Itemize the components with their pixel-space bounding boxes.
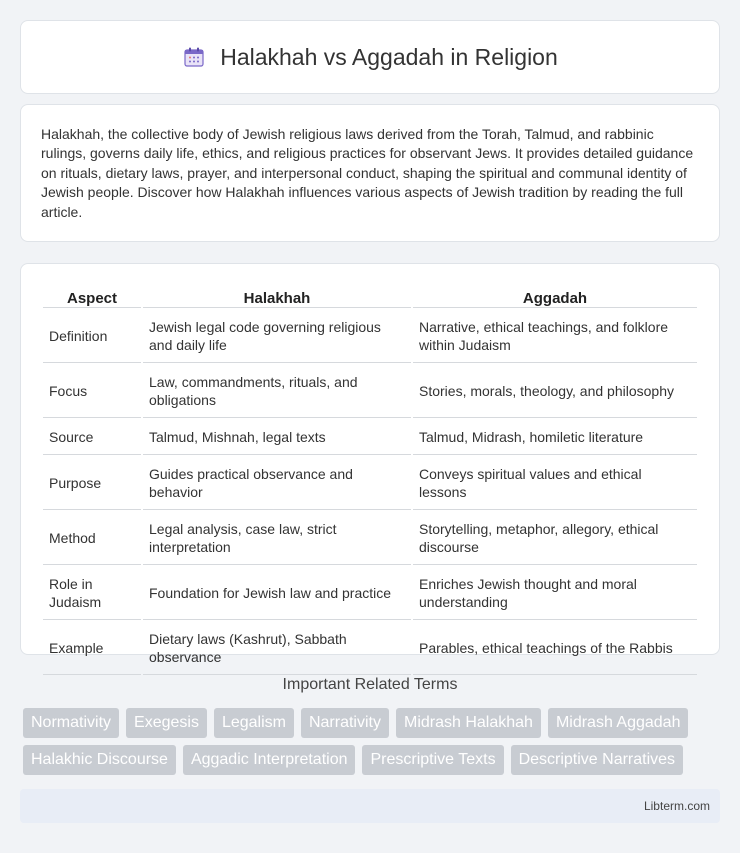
cell-aggadah: Enriches Jewish thought and moral understanding bbox=[413, 567, 697, 620]
table-row bbox=[43, 512, 697, 565]
term-tag[interactable]: Prescriptive Texts bbox=[362, 745, 503, 775]
header-halakhah: Halakhah bbox=[143, 286, 411, 308]
cell-aspect: Focus bbox=[43, 365, 141, 418]
cell-aggadah: Talmud, Midrash, homiletic literature bbox=[413, 420, 697, 455]
cell-aggadah: Stories, morals, theology, and philosophy bbox=[413, 365, 697, 418]
table-row bbox=[43, 365, 697, 418]
term-tag[interactable]: Midrash Halakhah bbox=[396, 708, 541, 738]
term-tag[interactable]: Midrash Aggadah bbox=[548, 708, 689, 738]
term-tag[interactable]: Exegesis bbox=[126, 708, 207, 738]
cell-aspect: Purpose bbox=[43, 457, 141, 510]
table-row bbox=[43, 457, 697, 510]
title-card bbox=[20, 20, 720, 94]
comparison-table bbox=[41, 284, 699, 677]
cell-halakhah: Talmud, Mishnah, legal texts bbox=[143, 420, 411, 455]
cell-halakhah: Foundation for Jewish law and practice bbox=[143, 567, 411, 620]
intro-card bbox=[20, 104, 720, 242]
table-row bbox=[43, 622, 697, 675]
related-terms-title: Important Related Terms bbox=[282, 676, 458, 693]
cell-halakhah: Law, commandments, rituals, and obligations bbox=[143, 365, 411, 418]
table-row bbox=[43, 310, 697, 363]
term-tag[interactable]: Narrativity bbox=[301, 708, 389, 738]
footer-brand-link[interactable]: Libterm.com bbox=[643, 799, 710, 813]
cell-aggadah: Storytelling, metaphor, allegory, ethical discourse bbox=[413, 512, 697, 565]
header-aggadah: Aggadah bbox=[413, 286, 697, 308]
cell-aspect: Source bbox=[43, 420, 141, 455]
term-tag[interactable]: Halakhic Discourse bbox=[23, 745, 176, 775]
header-aspect: Aspect bbox=[43, 286, 141, 308]
cell-halakhah: Legal analysis, case law, strict interpretation bbox=[143, 512, 411, 565]
table-row bbox=[43, 420, 697, 455]
page-title: Halakhah vs Aggadah in Religion bbox=[220, 43, 558, 70]
cell-halakhah: Jewish legal code governing religious and daily life bbox=[143, 310, 411, 363]
term-tag[interactable]: Normativity bbox=[23, 708, 119, 738]
term-tag[interactable]: Legalism bbox=[214, 708, 294, 738]
cell-aggadah: Conveys spiritual values and ethical lessons bbox=[413, 457, 697, 510]
intro-text: Halakhah, the collective body of Jewish religious laws derived from the Torah, Talmud, and rabbinic rulings, governs daily life, ethics, and religious practices for observant Jews. It provides detailed guidance on rituals, dietary laws, prayer, and interpersonal conduct, shaping the spiritual and communal identity of Jewish people. Discover how Halakhah influences various aspects of Jewish tradition by reading the full article. bbox=[41, 126, 694, 220]
table-header-row bbox=[43, 286, 697, 308]
cell-aspect: Example bbox=[43, 622, 141, 675]
table-row bbox=[43, 567, 697, 620]
cell-halakhah: Guides practical observance and behavior bbox=[143, 457, 411, 510]
cell-aspect: Role in Judaism bbox=[43, 567, 141, 620]
cell-halakhah: Dietary laws (Kashrut), Sabbath observance bbox=[143, 622, 411, 675]
calendar-icon bbox=[182, 45, 206, 69]
cell-aggadah: Parables, ethical teachings of the Rabbis bbox=[413, 622, 697, 675]
footer bbox=[20, 789, 720, 823]
cell-aspect: Method bbox=[43, 512, 141, 565]
comparison-card bbox=[20, 263, 720, 665]
cell-aggadah: Narrative, ethical teachings, and folklore within Judaism bbox=[413, 310, 697, 363]
cell-aspect: Definition bbox=[43, 310, 141, 363]
related-terms-list bbox=[23, 708, 723, 775]
term-tag[interactable]: Aggadic Interpretation bbox=[183, 745, 356, 775]
term-tag[interactable]: Descriptive Narratives bbox=[511, 745, 683, 775]
